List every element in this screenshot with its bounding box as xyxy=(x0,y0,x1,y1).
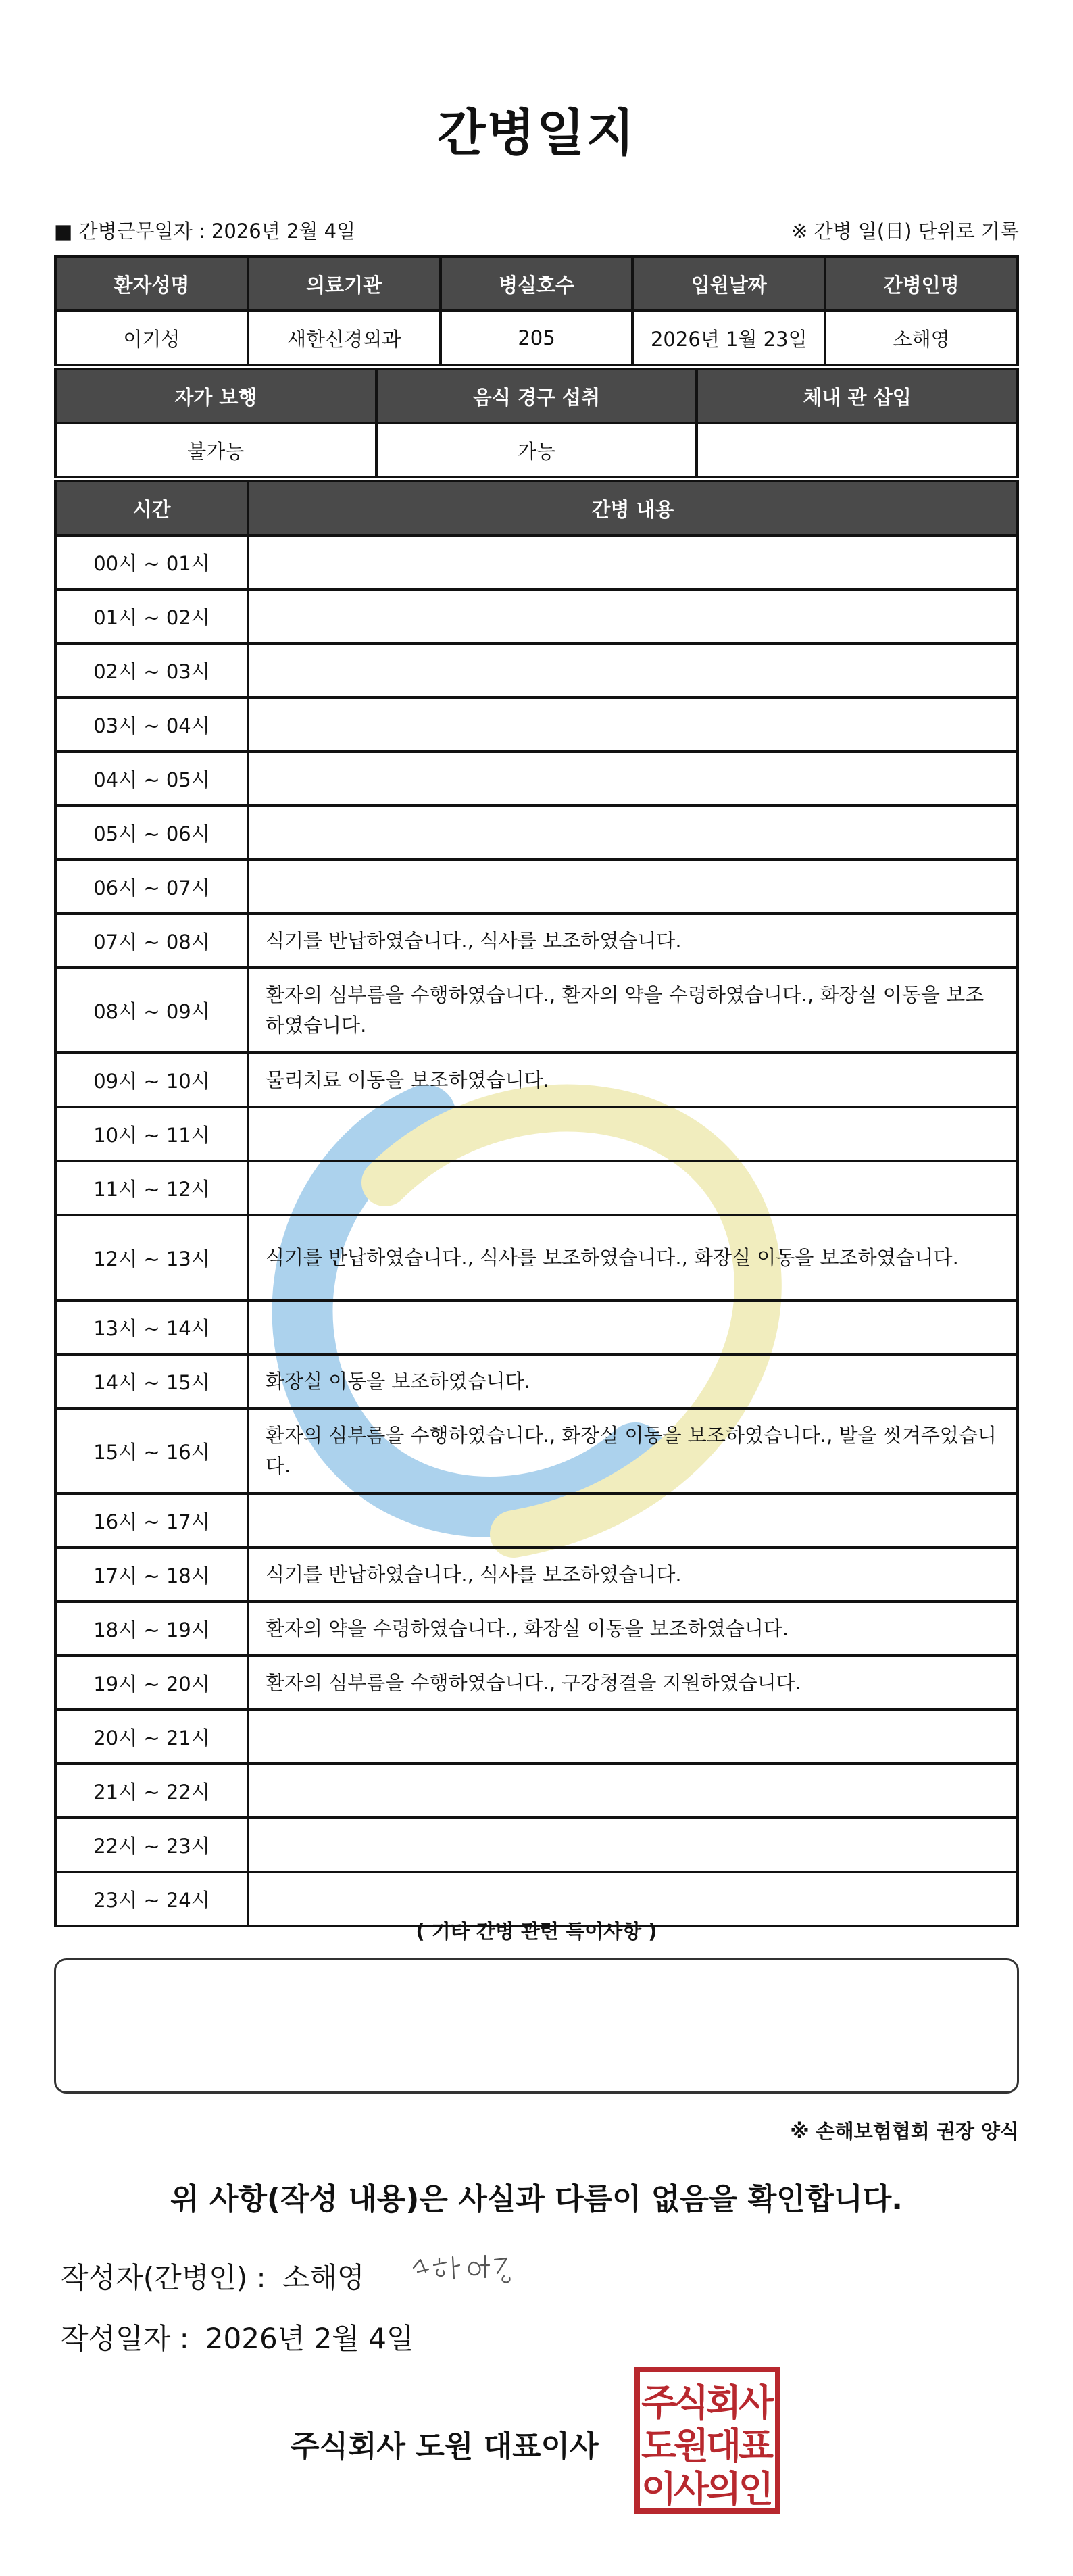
log-row xyxy=(55,697,1018,751)
work-date: ■ 간병근무일자 : 2026년 2월 4일 xyxy=(54,220,356,243)
log-content-cell[interactable]: 물리치료 이동을 보조하였습니다. xyxy=(248,1053,1018,1107)
log-time-cell: 01시 ~ 02시 xyxy=(55,589,248,643)
log-content-cell[interactable] xyxy=(248,1107,1018,1161)
log-time-cell: 13시 ~ 14시 xyxy=(55,1300,248,1354)
write-date-line xyxy=(61,2317,414,2357)
log-row xyxy=(55,1300,1018,1354)
writer-name: 소해영 xyxy=(282,2261,365,2294)
log-row xyxy=(55,914,1018,968)
log-row xyxy=(55,860,1018,914)
log-row xyxy=(55,643,1018,697)
log-content-cell[interactable] xyxy=(248,751,1018,806)
log-content-cell[interactable]: 환자의 심부름을 수행하였습니다., 화장실 이동을 보조하였습니다., 발을 씻겨주었습니다. xyxy=(248,1408,1018,1493)
log-time-cell: 12시 ~ 13시 xyxy=(55,1215,248,1300)
log-content-cell[interactable] xyxy=(248,806,1018,860)
hospital-cell: 새한신경외과 xyxy=(248,311,441,365)
log-time-cell: 07시 ~ 08시 xyxy=(55,914,248,968)
log-content-cell[interactable] xyxy=(248,860,1018,914)
log-content-cell[interactable]: 식기를 반납하였습니다., 식사를 보조하였습니다. xyxy=(248,1547,1018,1602)
oral-intake-header: 음식 경구 섭취 xyxy=(376,369,697,423)
log-row xyxy=(55,806,1018,860)
log-time-cell: 19시 ~ 20시 xyxy=(55,1656,248,1710)
log-content-cell[interactable]: 화장실 이동을 보조하였습니다. xyxy=(248,1354,1018,1408)
log-time-cell: 09시 ~ 10시 xyxy=(55,1053,248,1107)
tube-insertion-cell xyxy=(697,423,1018,477)
hospital-header: 의료기관 xyxy=(248,257,441,311)
oral-intake-cell: 가능 xyxy=(376,423,697,477)
log-time-cell: 21시 ~ 22시 xyxy=(55,1764,248,1818)
log-row xyxy=(55,1710,1018,1764)
log-time-cell: 18시 ~ 19시 xyxy=(55,1602,248,1656)
log-content-cell[interactable] xyxy=(248,1764,1018,1818)
room-cell: 205 xyxy=(441,311,633,365)
log-time-cell: 03시 ~ 04시 xyxy=(55,697,248,751)
log-row xyxy=(55,1161,1018,1215)
log-row xyxy=(55,1053,1018,1107)
log-content-cell[interactable] xyxy=(248,1818,1018,1872)
handwritten-signature xyxy=(405,2242,527,2296)
log-time-cell: 05시 ~ 06시 xyxy=(55,806,248,860)
caregiver-name-cell: 소해영 xyxy=(825,311,1018,365)
patient-header-row xyxy=(55,257,1018,311)
form-note: ※ 손해보험협회 권장 양식 xyxy=(790,2120,1019,2143)
log-content-cell[interactable] xyxy=(248,589,1018,643)
log-row xyxy=(55,1602,1018,1656)
patient-name-cell: 이기성 xyxy=(55,311,248,365)
self-walking-header: 자가 보행 xyxy=(55,369,376,423)
write-date-value: 2026년 2월 4일 xyxy=(205,2322,414,2355)
log-row xyxy=(55,968,1018,1053)
log-content-cell[interactable]: 환자의 심부름을 수행하였습니다., 구강청결을 지원하였습니다. xyxy=(248,1656,1018,1710)
log-time-cell: 23시 ~ 24시 xyxy=(55,1872,248,1926)
log-row xyxy=(55,751,1018,806)
log-row xyxy=(55,535,1018,589)
log-content-cell[interactable] xyxy=(248,697,1018,751)
remarks-title: ( 기타 간병 관련 특이사항 ) xyxy=(416,1920,657,1943)
tube-insertion-header: 체내 관 삽입 xyxy=(697,369,1018,423)
admission-date-header: 입원날짜 xyxy=(632,257,825,311)
unit-note: ※ 간병 일(日) 단위로 기록 xyxy=(791,220,1019,243)
log-content-cell[interactable] xyxy=(248,643,1018,697)
log-time-cell: 11시 ~ 12시 xyxy=(55,1161,248,1215)
log-content-cell[interactable] xyxy=(248,1161,1018,1215)
log-row xyxy=(55,1493,1018,1547)
log-content-cell[interactable]: 식기를 반납하였습니다., 식사를 보조하였습니다. xyxy=(248,914,1018,968)
log-content-cell[interactable] xyxy=(248,535,1018,589)
log-header-row xyxy=(55,481,1018,535)
seal-text-line: 이사의인 xyxy=(641,2468,774,2510)
confirmation-statement: 위 사항(작성 내용)은 사실과 다름이 없음을 확인합니다. xyxy=(170,2182,903,2216)
write-date-label: 작성일자 : xyxy=(61,2322,189,2355)
seal-text-line: 주식회사 xyxy=(641,2381,774,2424)
patient-status-table xyxy=(54,368,1019,478)
log-row xyxy=(55,1408,1018,1493)
caregiver-name-header: 간병인명 xyxy=(825,257,1018,311)
log-time-cell: 10시 ~ 11시 xyxy=(55,1107,248,1161)
log-row xyxy=(55,1764,1018,1818)
log-time-cell: 06시 ~ 07시 xyxy=(55,860,248,914)
remarks-box[interactable] xyxy=(54,1958,1019,2094)
time-header: 시간 xyxy=(55,481,248,535)
log-time-cell: 00시 ~ 01시 xyxy=(55,535,248,589)
log-row xyxy=(55,1215,1018,1300)
log-row xyxy=(55,1547,1018,1602)
admission-date-cell: 2026년 1월 23일 xyxy=(632,311,825,365)
log-content-cell[interactable]: 환자의 심부름을 수행하였습니다., 환자의 약을 수령하였습니다., 화장실 이동을 보조하였습니다. xyxy=(248,968,1018,1053)
company-representative: 주식회사 도원 대표이사 xyxy=(291,2429,599,2464)
page-title: 간병일지 xyxy=(437,104,636,162)
log-row xyxy=(55,589,1018,643)
log-row xyxy=(55,1818,1018,1872)
status-header-row xyxy=(55,369,1018,423)
status-value-row xyxy=(55,423,1018,477)
log-content-cell[interactable] xyxy=(248,1710,1018,1764)
log-time-cell: 15시 ~ 16시 xyxy=(55,1408,248,1493)
log-time-cell: 16시 ~ 17시 xyxy=(55,1493,248,1547)
writer-line xyxy=(61,2256,364,2296)
room-header: 병실호수 xyxy=(441,257,633,311)
patient-value-row xyxy=(55,311,1018,365)
log-row xyxy=(55,1656,1018,1710)
log-time-cell: 08시 ~ 09시 xyxy=(55,968,248,1053)
patient-name-header: 환자성명 xyxy=(55,257,248,311)
log-content-cell[interactable]: 식기를 반납하였습니다., 식사를 보조하였습니다., 화장실 이동을 보조하였습니다. xyxy=(248,1215,1018,1300)
writer-label: 작성자(간병인) : xyxy=(61,2261,266,2294)
log-time-cell: 17시 ~ 18시 xyxy=(55,1547,248,1602)
log-time-cell: 14시 ~ 15시 xyxy=(55,1354,248,1408)
care-content-header: 간병 내용 xyxy=(248,481,1018,535)
log-time-cell: 20시 ~ 21시 xyxy=(55,1710,248,1764)
log-content-cell[interactable] xyxy=(248,1493,1018,1547)
log-content-cell[interactable]: 환자의 약을 수령하였습니다., 화장실 이동을 보조하였습니다. xyxy=(248,1602,1018,1656)
seal-text-line: 도원대표 xyxy=(641,2425,774,2467)
log-time-cell: 22시 ~ 23시 xyxy=(55,1818,248,1872)
care-log-table xyxy=(54,480,1019,1927)
log-time-cell: 04시 ~ 05시 xyxy=(55,751,248,806)
log-row xyxy=(55,1107,1018,1161)
patient-info-table xyxy=(54,255,1019,366)
log-row xyxy=(55,1354,1018,1408)
log-content-cell[interactable] xyxy=(248,1300,1018,1354)
log-time-cell: 02시 ~ 03시 xyxy=(55,643,248,697)
self-walking-cell: 불가능 xyxy=(55,423,376,477)
company-seal-stamp xyxy=(633,2365,782,2515)
